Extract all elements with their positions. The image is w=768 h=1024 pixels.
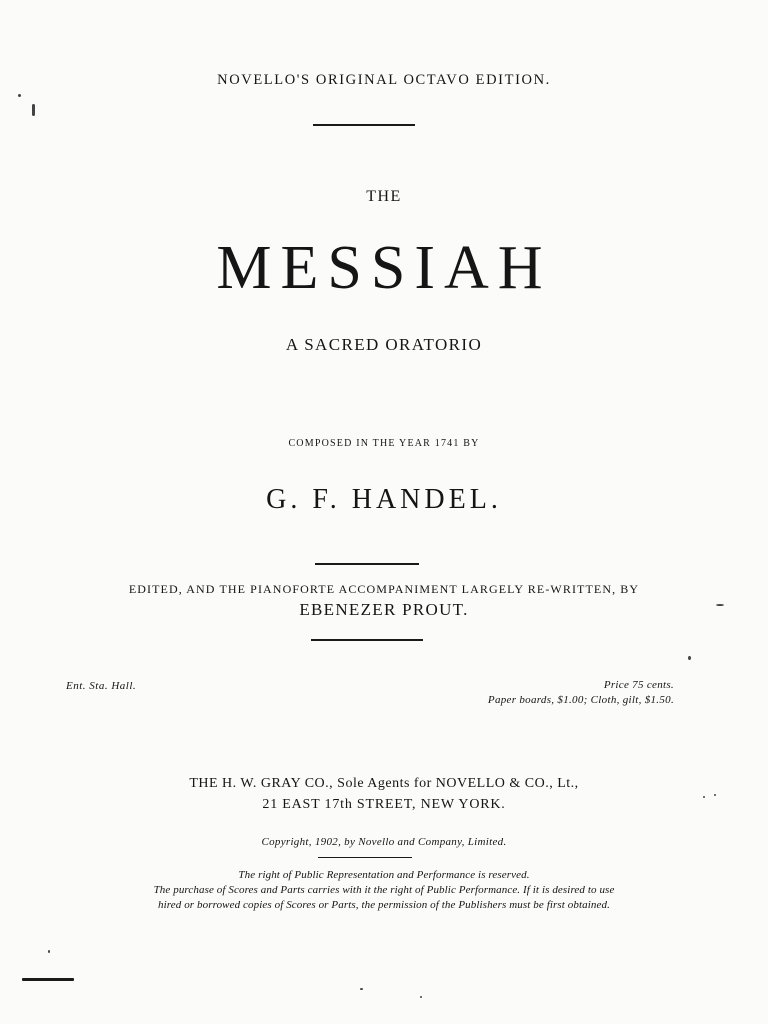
price-line: Price 75 cents. (603, 679, 674, 691)
scan-edge-mark (22, 978, 74, 981)
scan-speck (420, 996, 422, 998)
divider-rule-middle (315, 563, 419, 565)
scan-speck (688, 656, 691, 660)
publisher-line: THE H. W. GRAY CO., Sole Agents for NOVELLO & CO., Lt., (189, 776, 579, 791)
price-block (488, 678, 674, 708)
scan-speck (360, 988, 363, 990)
divider-rule-copyright (318, 857, 412, 858)
copyright-notice: Copyright, 1902, by Novello and Company, Limited. (261, 836, 507, 848)
rights-line-3: hired or borrowed copies of Scores or Parts, the permission of the Publishers must be first obtained. (158, 899, 610, 911)
edited-line: EDITED, AND THE PIANOFORTE ACCOMPANIMENT LARGELY RE-WRITTEN, BY (128, 582, 640, 596)
scan-speck (714, 794, 716, 796)
work-title: MESSIAH (216, 234, 552, 302)
scan-mark (32, 104, 35, 116)
scan-speck (18, 94, 21, 97)
rights-line-1: The right of Public Representation and Performance is reserved. (238, 869, 530, 881)
work-subtitle: A SACRED ORATORIO (285, 335, 483, 354)
scan-speck (48, 950, 50, 953)
registration-note: Ent. Sta. Hall. (66, 680, 137, 692)
scan-speck (703, 796, 705, 798)
divider-rule-lower (311, 639, 423, 641)
divider-rule-top (313, 124, 415, 126)
scan-speck (716, 604, 724, 606)
title-article: THE (366, 188, 402, 205)
composed-line: COMPOSED IN THE YEAR 1741 BY (288, 438, 480, 449)
editor-name: EBENEZER PROUT. (299, 600, 469, 619)
edition-heading: NOVELLO'S ORIGINAL OCTAVO EDITION. (217, 72, 551, 88)
rights-line-2: The purchase of Scores and Parts carries with it the right of Public Performance. If it is desired to use (153, 884, 615, 896)
composer-name: G. F. HANDEL. (266, 484, 502, 515)
binding-prices: Paper boards, $1.00; Cloth, gilt, $1.50. (487, 694, 674, 706)
publisher-address: 21 EAST 17th STREET, NEW YORK. (262, 797, 506, 812)
rights-notice (0, 868, 768, 913)
